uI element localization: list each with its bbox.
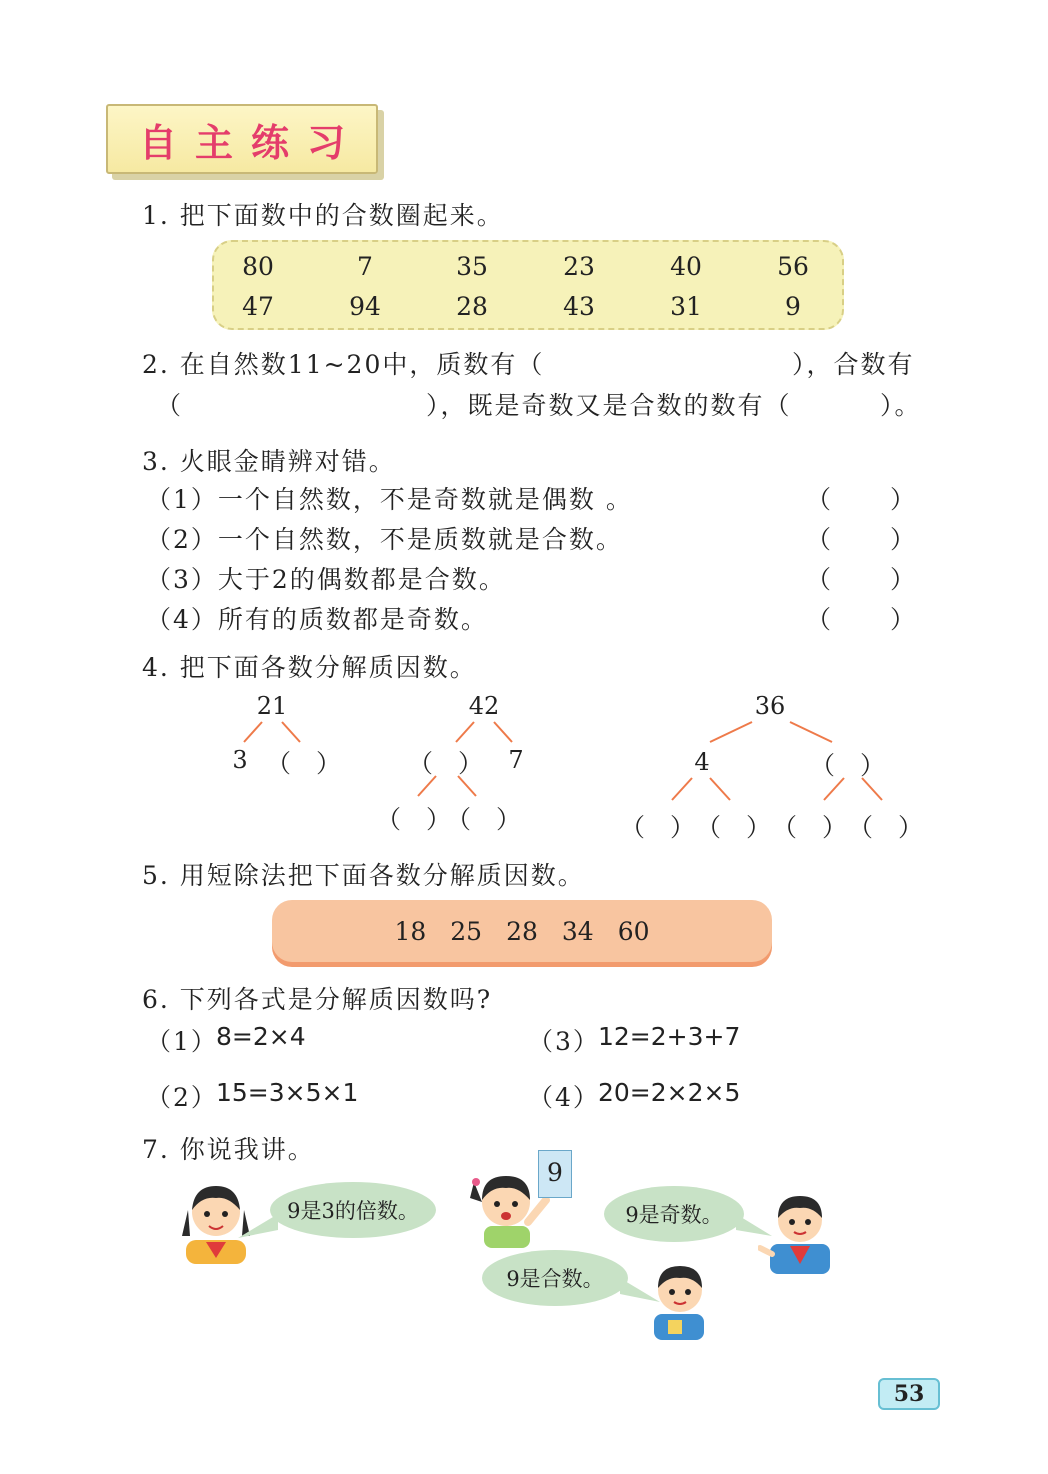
tree-node: 7 bbox=[508, 746, 524, 774]
page-number: 53 bbox=[878, 1378, 940, 1410]
boy-icon bbox=[646, 1258, 710, 1340]
tree-node: 4 bbox=[694, 748, 710, 776]
question-2-paren-open: （ bbox=[156, 391, 184, 420]
number-strip bbox=[272, 900, 772, 962]
tree-branch bbox=[282, 722, 300, 742]
question-5: 5. 用短除法把下面各数分解质因数。 bbox=[142, 861, 585, 890]
question-2-text-d: ）。 bbox=[880, 391, 922, 420]
question-4: 4. 把下面各数分解质因数。 bbox=[142, 653, 477, 682]
question-7: 7. 你说我讲。 bbox=[142, 1135, 315, 1164]
factor-blank[interactable]: （ ） bbox=[772, 813, 848, 842]
factor-blank[interactable]: （ ） bbox=[376, 805, 452, 834]
number-item: 28 bbox=[506, 916, 538, 946]
factor-blank[interactable]: （ ） bbox=[848, 813, 924, 842]
number-cell[interactable]: 80 bbox=[242, 252, 274, 281]
number-cell[interactable]: 56 bbox=[777, 252, 809, 281]
equation: 12=2+3+7 bbox=[598, 1022, 741, 1051]
answer-paren-close[interactable]: ） bbox=[890, 525, 918, 554]
question-2-text-b: ），合数有 bbox=[792, 350, 915, 379]
equation: 8=2×4 bbox=[216, 1022, 306, 1051]
boy-pointing-icon bbox=[758, 1188, 834, 1274]
tree-branch bbox=[790, 722, 832, 742]
equation-label: （4） bbox=[528, 1083, 600, 1112]
factor-blank[interactable]: （ ） bbox=[408, 749, 484, 778]
statement-1: （1）一个自然数，不是奇数就是偶数 。 bbox=[146, 485, 633, 514]
question-3: 3. 火眼金睛辨对错。 bbox=[142, 447, 396, 476]
tree-branch bbox=[244, 722, 262, 742]
section-title: 自主练习 bbox=[138, 120, 363, 165]
question-2-text-c: ），既是奇数又是合数的数有（ bbox=[426, 391, 792, 420]
tree-branch bbox=[672, 778, 692, 800]
equation: 15=3×5×1 bbox=[216, 1078, 359, 1107]
question-1: 1. 把下面数中的合数圈起来。 bbox=[142, 201, 504, 230]
answer-paren-open[interactable]: （ bbox=[806, 605, 834, 634]
statement-3: （3）大于2的偶数都是合数。 bbox=[146, 565, 506, 594]
tree-root: 21 bbox=[256, 692, 288, 720]
number-item: 60 bbox=[617, 916, 650, 946]
equation-label: （2） bbox=[146, 1083, 218, 1112]
statement-2: （2）一个自然数，不是质数就是合数。 bbox=[146, 525, 623, 554]
number-item: 25 bbox=[450, 916, 483, 946]
factor-blank[interactable]: （ ） bbox=[446, 805, 522, 834]
tree-branch bbox=[494, 722, 512, 742]
answer-paren-close[interactable]: ） bbox=[890, 485, 918, 514]
equation: 20=2×2×5 bbox=[598, 1078, 741, 1107]
question-6: 6. 下列各式是分解质因数吗? bbox=[142, 985, 493, 1014]
speech-bubble: 9是奇数。 bbox=[604, 1186, 744, 1242]
number-cell[interactable]: 28 bbox=[456, 292, 488, 321]
number-cell[interactable]: 94 bbox=[349, 292, 381, 321]
number-cell[interactable]: 9 bbox=[785, 292, 801, 321]
tree-branch bbox=[710, 722, 752, 742]
number-cell[interactable]: 47 bbox=[242, 292, 274, 321]
bubble-tail bbox=[238, 1214, 278, 1240]
tree-root: 42 bbox=[468, 692, 500, 720]
number-cell[interactable]: 31 bbox=[670, 292, 702, 321]
speech-bubble: 9是合数。 bbox=[482, 1250, 628, 1306]
number-item: 18 bbox=[394, 916, 427, 946]
equation-label: （3） bbox=[528, 1027, 600, 1056]
answer-paren-open[interactable]: （ bbox=[806, 485, 834, 514]
statement-4: （4）所有的质数都是奇数。 bbox=[146, 605, 488, 634]
answer-paren-open[interactable]: （ bbox=[806, 525, 834, 554]
factor-blank[interactable]: （ ） bbox=[696, 813, 772, 842]
number-cell[interactable]: 23 bbox=[563, 252, 595, 281]
number-cell[interactable]: 43 bbox=[563, 292, 595, 321]
factor-blank[interactable]: （ ） bbox=[266, 749, 342, 778]
answer-paren-open[interactable]: （ bbox=[806, 565, 834, 594]
factor-blank[interactable]: （ ） bbox=[620, 813, 696, 842]
equation-label: （1） bbox=[146, 1027, 218, 1056]
tree-root: 36 bbox=[754, 692, 786, 720]
number-cell[interactable]: 7 bbox=[357, 252, 373, 281]
number-card: 9 bbox=[538, 1150, 572, 1198]
answer-paren-close[interactable]: ） bbox=[890, 605, 918, 634]
tree-node: 3 bbox=[232, 746, 248, 774]
tree-branch bbox=[710, 778, 730, 800]
answer-paren-close[interactable]: ） bbox=[890, 565, 918, 594]
speech-bubble: 9是3的倍数。 bbox=[270, 1182, 436, 1238]
tree-branch bbox=[456, 722, 474, 742]
question-2-text-a: 2. 在自然数11~20中，质数有（ bbox=[142, 350, 545, 379]
number-item: 34 bbox=[561, 916, 594, 946]
number-cell[interactable]: 35 bbox=[456, 252, 488, 281]
number-cell[interactable]: 40 bbox=[670, 252, 702, 281]
factor-blank[interactable]: （ ） bbox=[810, 751, 886, 780]
